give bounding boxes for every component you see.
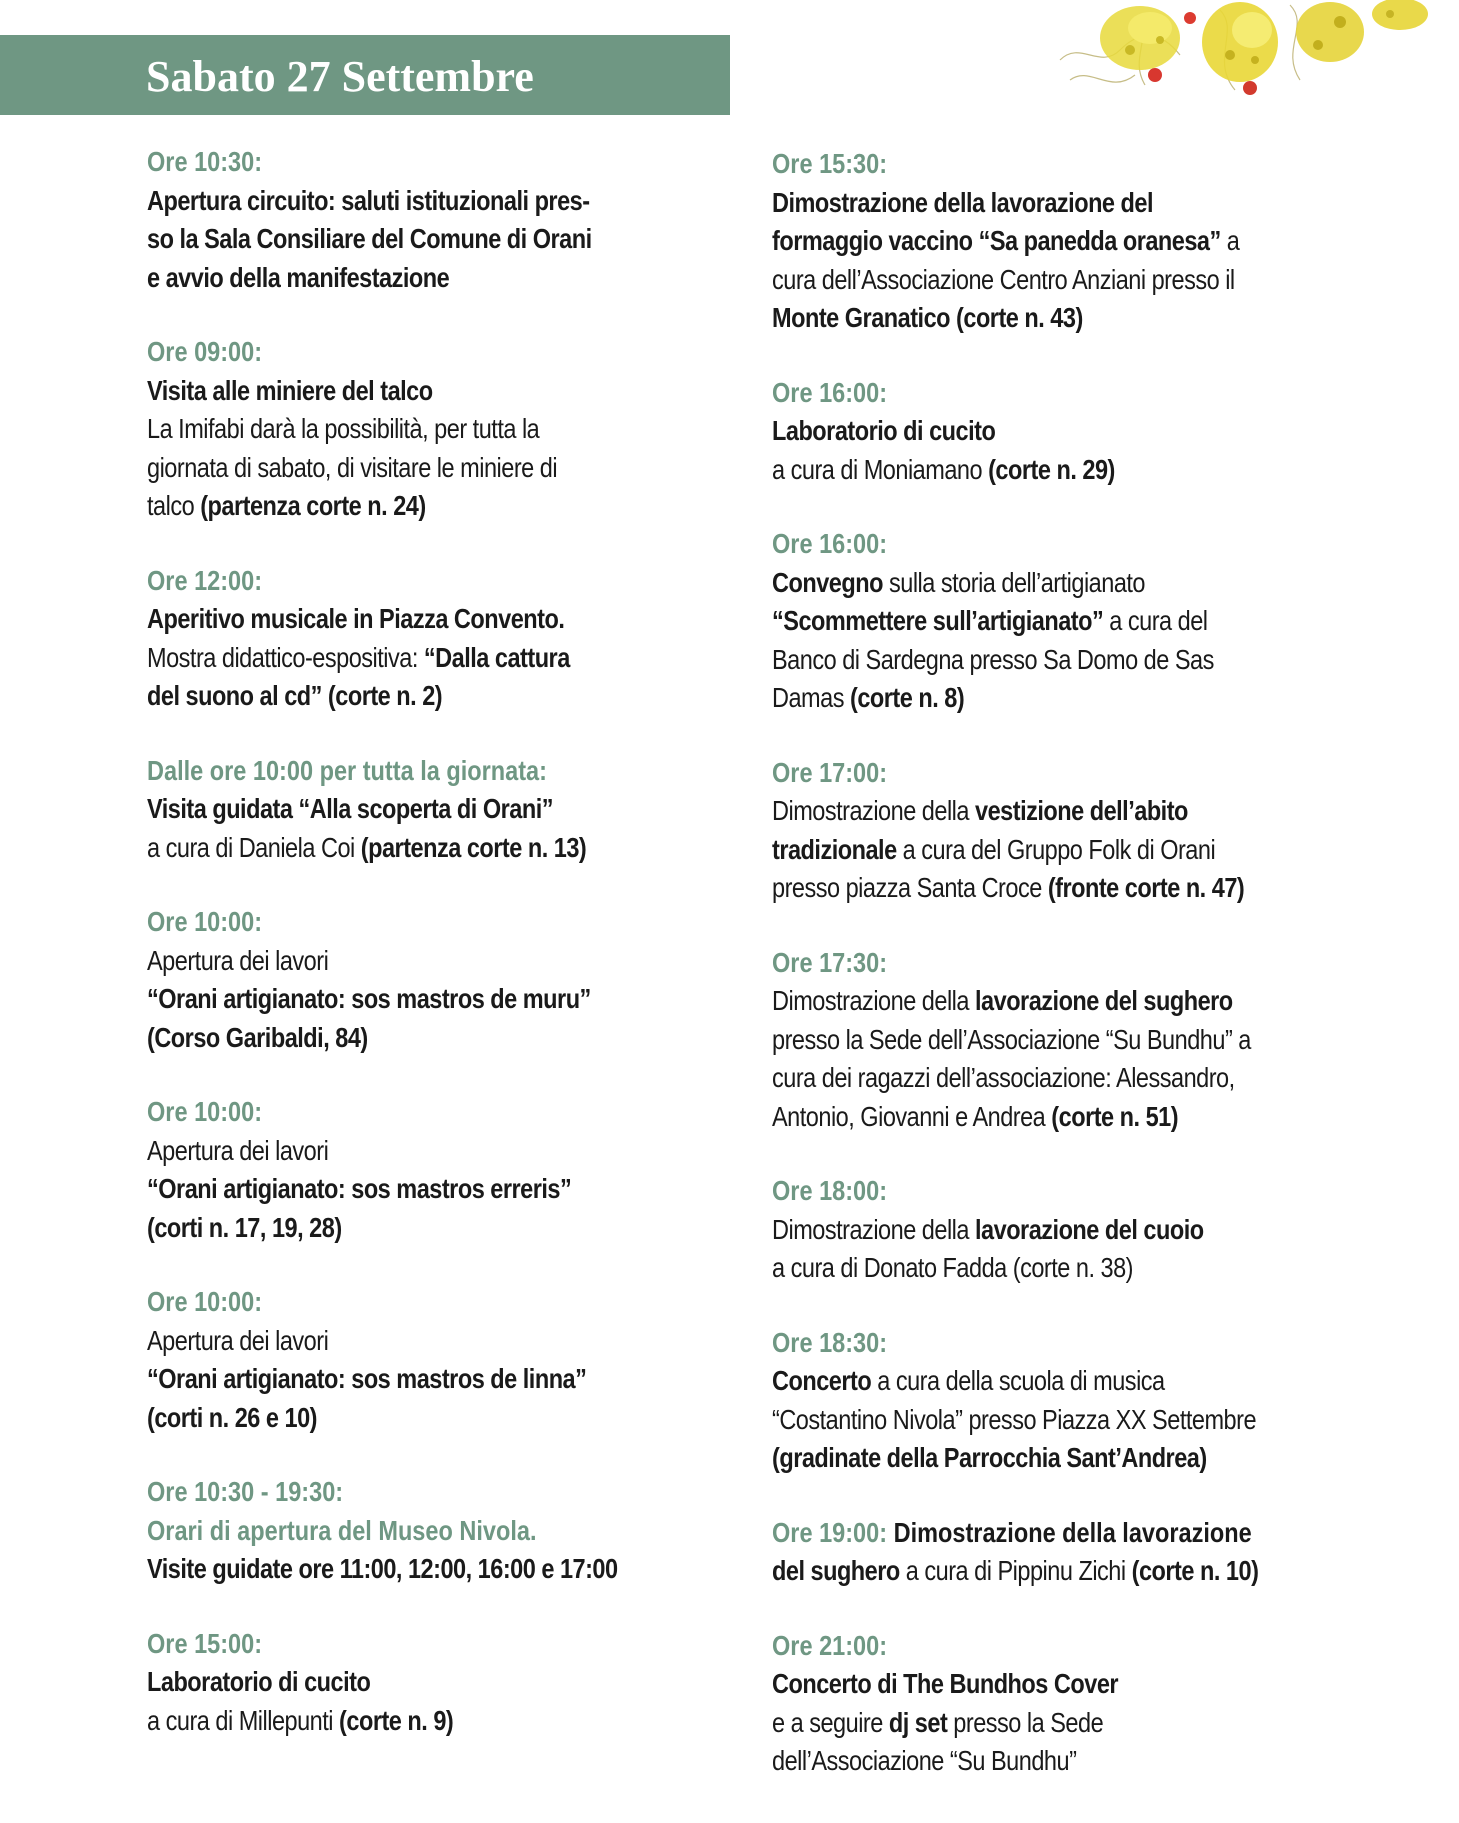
event-description-line — [147, 600, 617, 639]
event-description-line — [772, 641, 1259, 680]
event-text: (corte n. 9) — [339, 1704, 454, 1736]
event-text: e avvio della manifestazione — [147, 261, 450, 293]
event-item — [772, 374, 1352, 490]
event-description-line — [147, 942, 617, 981]
event-description-line — [772, 1742, 1259, 1781]
event-description-line — [772, 1704, 1259, 1743]
event-text: “Orani artigianato: sos mastros de muru” — [147, 983, 591, 1014]
event-text: so la Sala Consiliare del Comune di Orani — [147, 223, 592, 254]
event-text: Visita guidata “Alla scoperta di Orani” — [147, 793, 554, 824]
event-description-line — [772, 1552, 1259, 1591]
event-text: Concerto — [772, 1365, 872, 1396]
event-description-line — [147, 1170, 617, 1209]
event-description-line — [147, 1663, 617, 1702]
event-text: a cura di Donato Fadda (corte n. 38) — [772, 1252, 1134, 1283]
event-text: Dimostrazione della — [772, 795, 976, 826]
event-description-line — [772, 412, 1259, 451]
event-text: lavorazione del sughero — [975, 985, 1233, 1016]
event-description-line — [772, 1362, 1259, 1401]
event-item — [147, 752, 707, 868]
event-text: vestizione dell’abito — [975, 795, 1188, 826]
event-description-line — [147, 1019, 617, 1058]
event-description-line — [147, 182, 617, 221]
event-description-line — [772, 679, 1259, 718]
event-text: Monte Granatico (corte n. 43) — [772, 302, 1083, 333]
event-description-line — [147, 790, 617, 829]
event-text: formaggio vaccino “Sa panedda oranesa” — [772, 225, 1221, 256]
event-time: Ore 10:30: — [147, 146, 263, 177]
event-description-line — [147, 1132, 617, 1171]
event-text: “Costantino Nivola” presso Piazza XX Settembre — [772, 1403, 1257, 1435]
event-description-line — [147, 829, 617, 868]
event-item — [147, 1093, 707, 1247]
event-text: Laboratorio di cucito — [772, 415, 996, 446]
event-title: Dimostrazione della lavorazione — [887, 1516, 1252, 1548]
event-text: dell’Associazione “Su Bundhu” — [772, 1745, 1077, 1776]
event-item — [147, 1473, 707, 1589]
event-text: a — [1220, 225, 1240, 256]
event-description-line — [772, 1211, 1259, 1250]
event-text: (corte n. 10) — [1131, 1555, 1259, 1586]
event-text: sulla storia dell’artigianato — [882, 566, 1146, 598]
event-item — [772, 754, 1352, 908]
event-description-line — [147, 1360, 617, 1399]
event-description-line — [147, 1209, 617, 1248]
event-item — [772, 1172, 1352, 1288]
event-item — [147, 143, 707, 297]
left-column — [147, 143, 707, 1776]
event-item — [147, 903, 707, 1057]
event-description-line — [772, 831, 1259, 870]
event-text: Apertura circuito: saluti istituzionali pres- — [147, 184, 590, 216]
event-time: Ore 10:00: — [147, 1286, 263, 1317]
event-time: Ore 10:00: — [147, 1096, 263, 1127]
event-text: presso la Sede — [947, 1706, 1104, 1738]
event-description-line — [772, 1665, 1259, 1704]
event-description-line — [772, 982, 1259, 1021]
event-text: e a seguire — [772, 1706, 889, 1738]
event-text: dj set — [888, 1706, 948, 1738]
event-description-line — [772, 792, 1259, 831]
event-description-line — [772, 1249, 1259, 1288]
event-text: “Dalla cattura — [423, 641, 570, 673]
event-text: Mostra didattico-espositiva: — [147, 641, 424, 673]
event-time: Ore 10:00: — [147, 906, 263, 937]
event-text: presso la Sede dell’Associazione “Su Bundhu” a — [772, 1023, 1251, 1055]
event-time: Ore 21:00: — [772, 1629, 888, 1661]
event-text: (corte n. 29) — [988, 453, 1115, 485]
event-description-line — [772, 184, 1259, 223]
event-text: a cura della scuola di musica — [871, 1365, 1165, 1396]
event-text: “Scommettere sull’artigianato” — [772, 605, 1104, 636]
event-item — [772, 1627, 1352, 1781]
event-time: Dalle ore 10:00 per tutta la giornata: — [147, 754, 547, 786]
event-text: cura dell’Associazione Centro Anziani presso il — [772, 263, 1235, 295]
event-text: (fronte corte n. 47) — [1047, 872, 1245, 903]
event-text: Visita alle miniere del talco — [147, 374, 433, 406]
event-text: a cura del — [1103, 605, 1208, 636]
event-description-line — [147, 410, 617, 449]
event-description-line — [772, 299, 1259, 338]
event-description-line — [772, 869, 1259, 908]
event-description-line — [772, 1098, 1259, 1137]
event-text: tradizionale — [772, 833, 897, 865]
event-text: a cura del Gruppo Folk di Orani — [896, 833, 1216, 865]
event-text: Laboratorio di cucito — [147, 1666, 371, 1697]
event-text: a cura di Pippinu Zichi — [899, 1555, 1132, 1586]
event-item — [147, 333, 707, 526]
page-title: Sabato 27 Settembre — [146, 52, 534, 101]
event-text: Apertura dei lavori — [147, 944, 329, 976]
event-description-line — [147, 449, 617, 488]
event-text: Apertura dei lavori — [147, 1324, 329, 1356]
event-time: Ore 15:30: — [772, 148, 888, 179]
right-column — [772, 145, 1352, 1817]
event-text: del sughero — [772, 1555, 900, 1586]
event-time: Ore 19:00: — [772, 1516, 888, 1548]
event-description-line — [772, 1401, 1259, 1440]
event-text: (corti n. 26 e 10) — [147, 1401, 318, 1433]
cheese-ornament-icon — [1040, 0, 1459, 130]
event-time: Ore 17:30: — [772, 946, 888, 978]
event-time-note: Orari di apertura del Museo Nivola. — [147, 1514, 537, 1546]
event-item — [772, 525, 1352, 718]
event-text: (corte n. 8) — [850, 682, 965, 713]
event-time: Ore 15:00: — [147, 1627, 263, 1659]
event-description-line — [147, 1550, 617, 1589]
event-item — [147, 1625, 707, 1741]
event-text: lavorazione del cuoio — [975, 1213, 1204, 1245]
event-time: Ore 17:00: — [772, 756, 888, 788]
event-text: Apertura dei lavori — [147, 1134, 329, 1166]
event-text: a cura di Moniamano — [772, 453, 989, 485]
event-text: del suono al cd” (corte n. 2) — [147, 680, 443, 711]
event-item — [772, 1324, 1352, 1478]
event-description-line — [147, 487, 617, 526]
event-item — [772, 1514, 1352, 1591]
event-text: Convegno — [772, 566, 883, 598]
event-description-line — [772, 1059, 1259, 1098]
event-item — [147, 562, 707, 716]
event-text: Antonio, Giovanni e Andrea — [772, 1100, 1052, 1132]
event-description-line — [147, 220, 617, 259]
event-text: (partenza corte n. 24) — [200, 490, 426, 521]
event-description-line — [772, 451, 1259, 490]
event-item — [772, 145, 1352, 338]
event-description-line — [772, 222, 1259, 261]
event-description-line — [772, 261, 1259, 300]
event-text: (Corso Garibaldi, 84) — [147, 1021, 368, 1053]
event-description-line — [772, 1439, 1259, 1478]
event-text: Visite guidate ore 11:00, 12:00, 16:00 e 17:00 — [147, 1553, 618, 1584]
event-text: “Orani artigianato: sos mastros de linna” — [147, 1363, 587, 1394]
event-text: talco — [147, 490, 201, 521]
event-text: a cura di Millepunti — [147, 1704, 340, 1736]
event-time: Ore 18:30: — [772, 1326, 888, 1358]
event-text: Dimostrazione della — [772, 1213, 976, 1245]
event-text: (corte n. 51) — [1051, 1100, 1179, 1132]
event-time: Ore 12:00: — [147, 564, 263, 596]
event-text: Dimostrazione della — [772, 985, 976, 1016]
event-time: Ore 09:00: — [147, 336, 263, 367]
event-text: La Imifabi darà la possibilità, per tutta la — [147, 413, 540, 444]
event-text: Aperitivo musicale in Piazza Convento. — [147, 603, 565, 634]
event-description-line — [147, 1399, 617, 1438]
event-text: Banco di Sardegna presso Sa Domo de Sas — [772, 643, 1214, 675]
event-item — [772, 944, 1352, 1137]
event-text: Concerto di The Bundhos Cover — [772, 1668, 1119, 1699]
event-description-line — [772, 1021, 1259, 1060]
event-description-line — [147, 259, 617, 298]
event-text: Damas — [772, 682, 851, 713]
event-text: Dimostrazione della lavorazione del — [772, 186, 1154, 218]
event-text: cura dei ragazzi dell’associazione: Alessandro, — [772, 1062, 1235, 1093]
event-description-line — [147, 980, 617, 1019]
event-time: Ore 16:00: — [772, 376, 888, 408]
event-description-line — [147, 639, 617, 678]
event-description-line — [147, 1702, 617, 1741]
event-text: (gradinate della Parrocchia Sant’Andrea) — [772, 1442, 1207, 1473]
event-text: giornata di sabato, di visitare le miniere di — [147, 451, 558, 483]
event-time: Ore 16:00: — [772, 528, 888, 559]
event-description-line — [147, 372, 617, 411]
event-text: a cura di Daniela Coi — [147, 831, 361, 863]
event-text: presso piazza Santa Croce — [772, 872, 1048, 903]
event-text: “Orani artigianato: sos mastros erreris” — [147, 1173, 572, 1204]
event-time: Ore 18:00: — [772, 1175, 888, 1206]
event-description-line — [147, 1322, 617, 1361]
event-text: (corti n. 17, 19, 28) — [147, 1211, 342, 1243]
event-description-line — [147, 677, 617, 716]
event-time: Ore 10:30 - 19:30: — [147, 1476, 344, 1507]
event-item — [147, 1283, 707, 1437]
event-description-line — [772, 564, 1259, 603]
event-description-line — [772, 602, 1259, 641]
event-text: (partenza corte n. 13) — [360, 831, 587, 863]
